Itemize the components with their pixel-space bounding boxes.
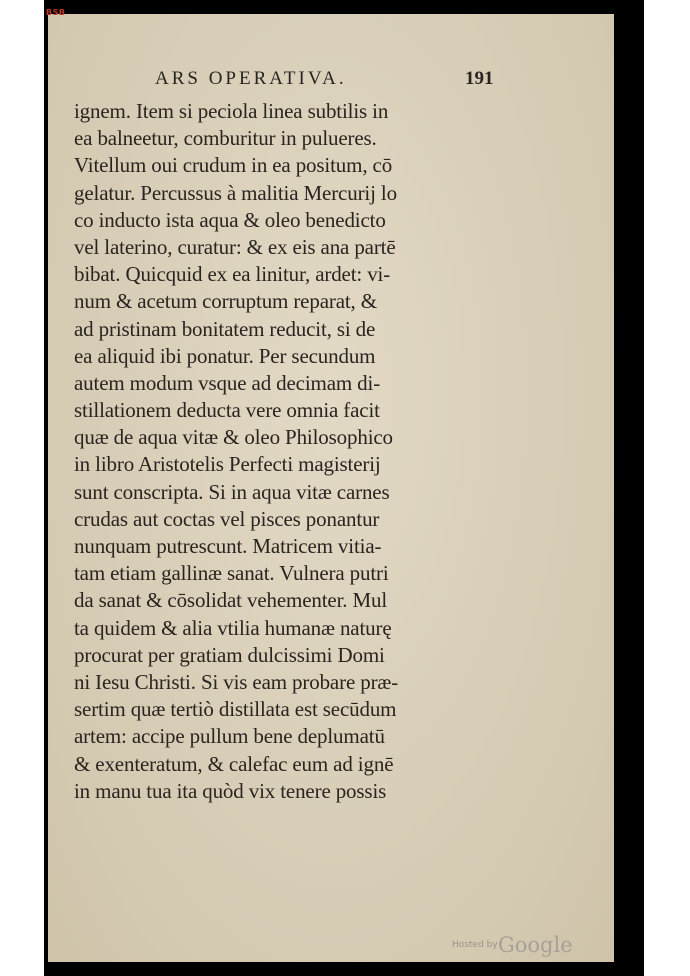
hosted-by-label: Hosted by [452, 940, 498, 950]
text-line: in libro Aristotelis Perfecti magisterij [74, 452, 381, 477]
text-line: vel laterino, curatur: & ex eis ana partē [74, 234, 396, 259]
library-mark: BSB [46, 8, 66, 17]
text-line: in manu tua ita quòd vix tenere possis [74, 778, 387, 803]
text-line: ad pristinam bonitatem reducit, si de [74, 316, 376, 341]
text-line: sertim quæ tertiò distillata est secūdum [74, 697, 397, 722]
text-line: ni Iesu Christi. Si vis eam probare præ- [74, 669, 399, 694]
text-line: sunt conscripta. Si in aqua vitæ carnes [74, 479, 390, 504]
text-line: num & acetum corruptum reparat, & [74, 289, 377, 314]
text-line: quæ de aqua vitæ & oleo Philosophico [74, 425, 393, 450]
body-text [74, 98, 504, 805]
text-line: crudas aut coctas vel pisces ponantur [74, 506, 380, 531]
google-watermark: Google [498, 933, 573, 957]
text-line: Vitellum oui crudum in ea positum, cō [74, 153, 393, 178]
text-line: artem: accipe pullum bene deplumatū [74, 724, 385, 749]
text-line: gelatur. Percussus à malitia Mercurij lo [74, 180, 397, 205]
text-line: ignem. Item si peciola linea subtilis in [74, 99, 389, 123]
running-head [155, 68, 515, 98]
text-line: co inducto ista aqua & oleo benedicto [74, 207, 386, 232]
text-line: tam etiam gallinæ sanat. Vulnera putri [74, 561, 389, 586]
text-line: nunquam putrescunt. Matricem vitia- [74, 534, 382, 558]
text-line: bibat. Quicquid ex ea linitur, ardet: vi- [74, 262, 391, 287]
text-line: autem modum vsque ad decimam di- [74, 370, 381, 395]
text-line: ea balneetur, comburitur in pulueres. [74, 126, 377, 151]
page-number: 191 [465, 68, 494, 89]
text-line: procurat per gratiam dulcissimi Domi [74, 642, 385, 667]
text-line: ta quidem & alia vtilia humanæ naturę [74, 615, 392, 640]
text-line: stillationem deducta vere omnia facit [74, 398, 380, 423]
text-line: ea aliquid ibi ponatur. Per secundum [74, 343, 376, 368]
text-line: & exenteratum, & calefac eum ad ignē [74, 751, 394, 776]
running-head-title: ARS OPERATIVA. [155, 68, 347, 89]
text-line: da sanat & cōsolidat vehementer. Mul [74, 588, 388, 613]
